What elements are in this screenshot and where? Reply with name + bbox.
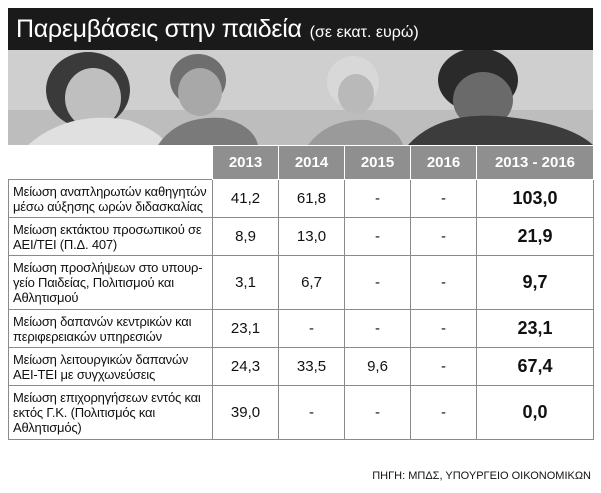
row-label: Μείωση εκτάκτου προσωπικού σε ΑΕΙ/ΤΕΙ (Π.Δ. 407) xyxy=(9,218,213,256)
table-cell: - xyxy=(411,180,477,218)
total-cell: 0,0 xyxy=(477,386,594,440)
table-cell: - xyxy=(345,310,411,348)
table-cell: 41,2 xyxy=(213,180,279,218)
table-cell: 24,3 xyxy=(213,348,279,386)
column-header: 2014 xyxy=(279,146,345,180)
table-row xyxy=(9,180,594,218)
source-note: ΠΗΓΗ: ΜΠΔΣ, ΥΠΟΥΡΓΕΙΟ ΟΙΚΟΝΟΜΙΚΩΝ xyxy=(372,470,591,482)
table-cell: - xyxy=(411,256,477,310)
table-row xyxy=(9,348,594,386)
table-cell: - xyxy=(279,386,345,440)
table-cell: - xyxy=(411,386,477,440)
table-row xyxy=(9,256,594,310)
column-header: 2013 - 2016 xyxy=(477,146,594,180)
table-cell: - xyxy=(345,386,411,440)
total-cell: 21,9 xyxy=(477,218,594,256)
column-header: 2015 xyxy=(345,146,411,180)
table-cell: - xyxy=(345,180,411,218)
total-cell: 9,7 xyxy=(477,256,594,310)
table-cell: 13,0 xyxy=(279,218,345,256)
students-photo xyxy=(8,50,593,145)
table-row xyxy=(9,218,594,256)
table-cell: - xyxy=(345,256,411,310)
chart-title: Παρεμβάσεις στην παιδεία xyxy=(16,15,302,43)
row-label: Μείωση προσλήψεων στο υπουρ-γείο Παιδείας, Πολιτισμού και Αθλητισμού xyxy=(9,256,213,310)
row-label: Μείωση λειτουργικών δαπανών ΑΕΙ-ΤΕΙ με συγχωνεύσεις xyxy=(9,348,213,386)
table-cell: 39,0 xyxy=(213,386,279,440)
chart-subtitle: (σε εκατ. ευρώ) xyxy=(309,24,419,41)
table-cell: 9,6 xyxy=(345,348,411,386)
row-label: Μείωση αναπληρωτών καθηγητών μέσω αύξησης ωρών διδασκαλίας xyxy=(9,180,213,218)
table-cell: 33,5 xyxy=(279,348,345,386)
total-cell: 23,1 xyxy=(477,310,594,348)
title-bar xyxy=(8,8,593,50)
table-cell: - xyxy=(345,218,411,256)
table-cell: - xyxy=(411,310,477,348)
table-row xyxy=(9,310,594,348)
data-table xyxy=(8,145,594,440)
table-cell: 61,8 xyxy=(279,180,345,218)
table-cell: - xyxy=(279,310,345,348)
table-cell: 3,1 xyxy=(213,256,279,310)
total-cell: 67,4 xyxy=(477,348,594,386)
row-label: Μείωση δαπανών κεντρικών και περιφερειακών υπηρεσιών xyxy=(9,310,213,348)
table-cell: - xyxy=(411,348,477,386)
table-cell: 8,9 xyxy=(213,218,279,256)
column-header: 2016 xyxy=(411,146,477,180)
table-cell: - xyxy=(411,218,477,256)
table-cell: 23,1 xyxy=(213,310,279,348)
table-row xyxy=(9,386,594,440)
column-header: 2013 xyxy=(213,146,279,180)
table-cell: 6,7 xyxy=(279,256,345,310)
row-label: Μείωση επιχορηγήσεων εντός και εκτός Γ.Κ. (Πολιτισμός και Αθλητισμός) xyxy=(9,386,213,440)
total-cell: 103,0 xyxy=(477,180,594,218)
header-blank xyxy=(9,146,213,180)
